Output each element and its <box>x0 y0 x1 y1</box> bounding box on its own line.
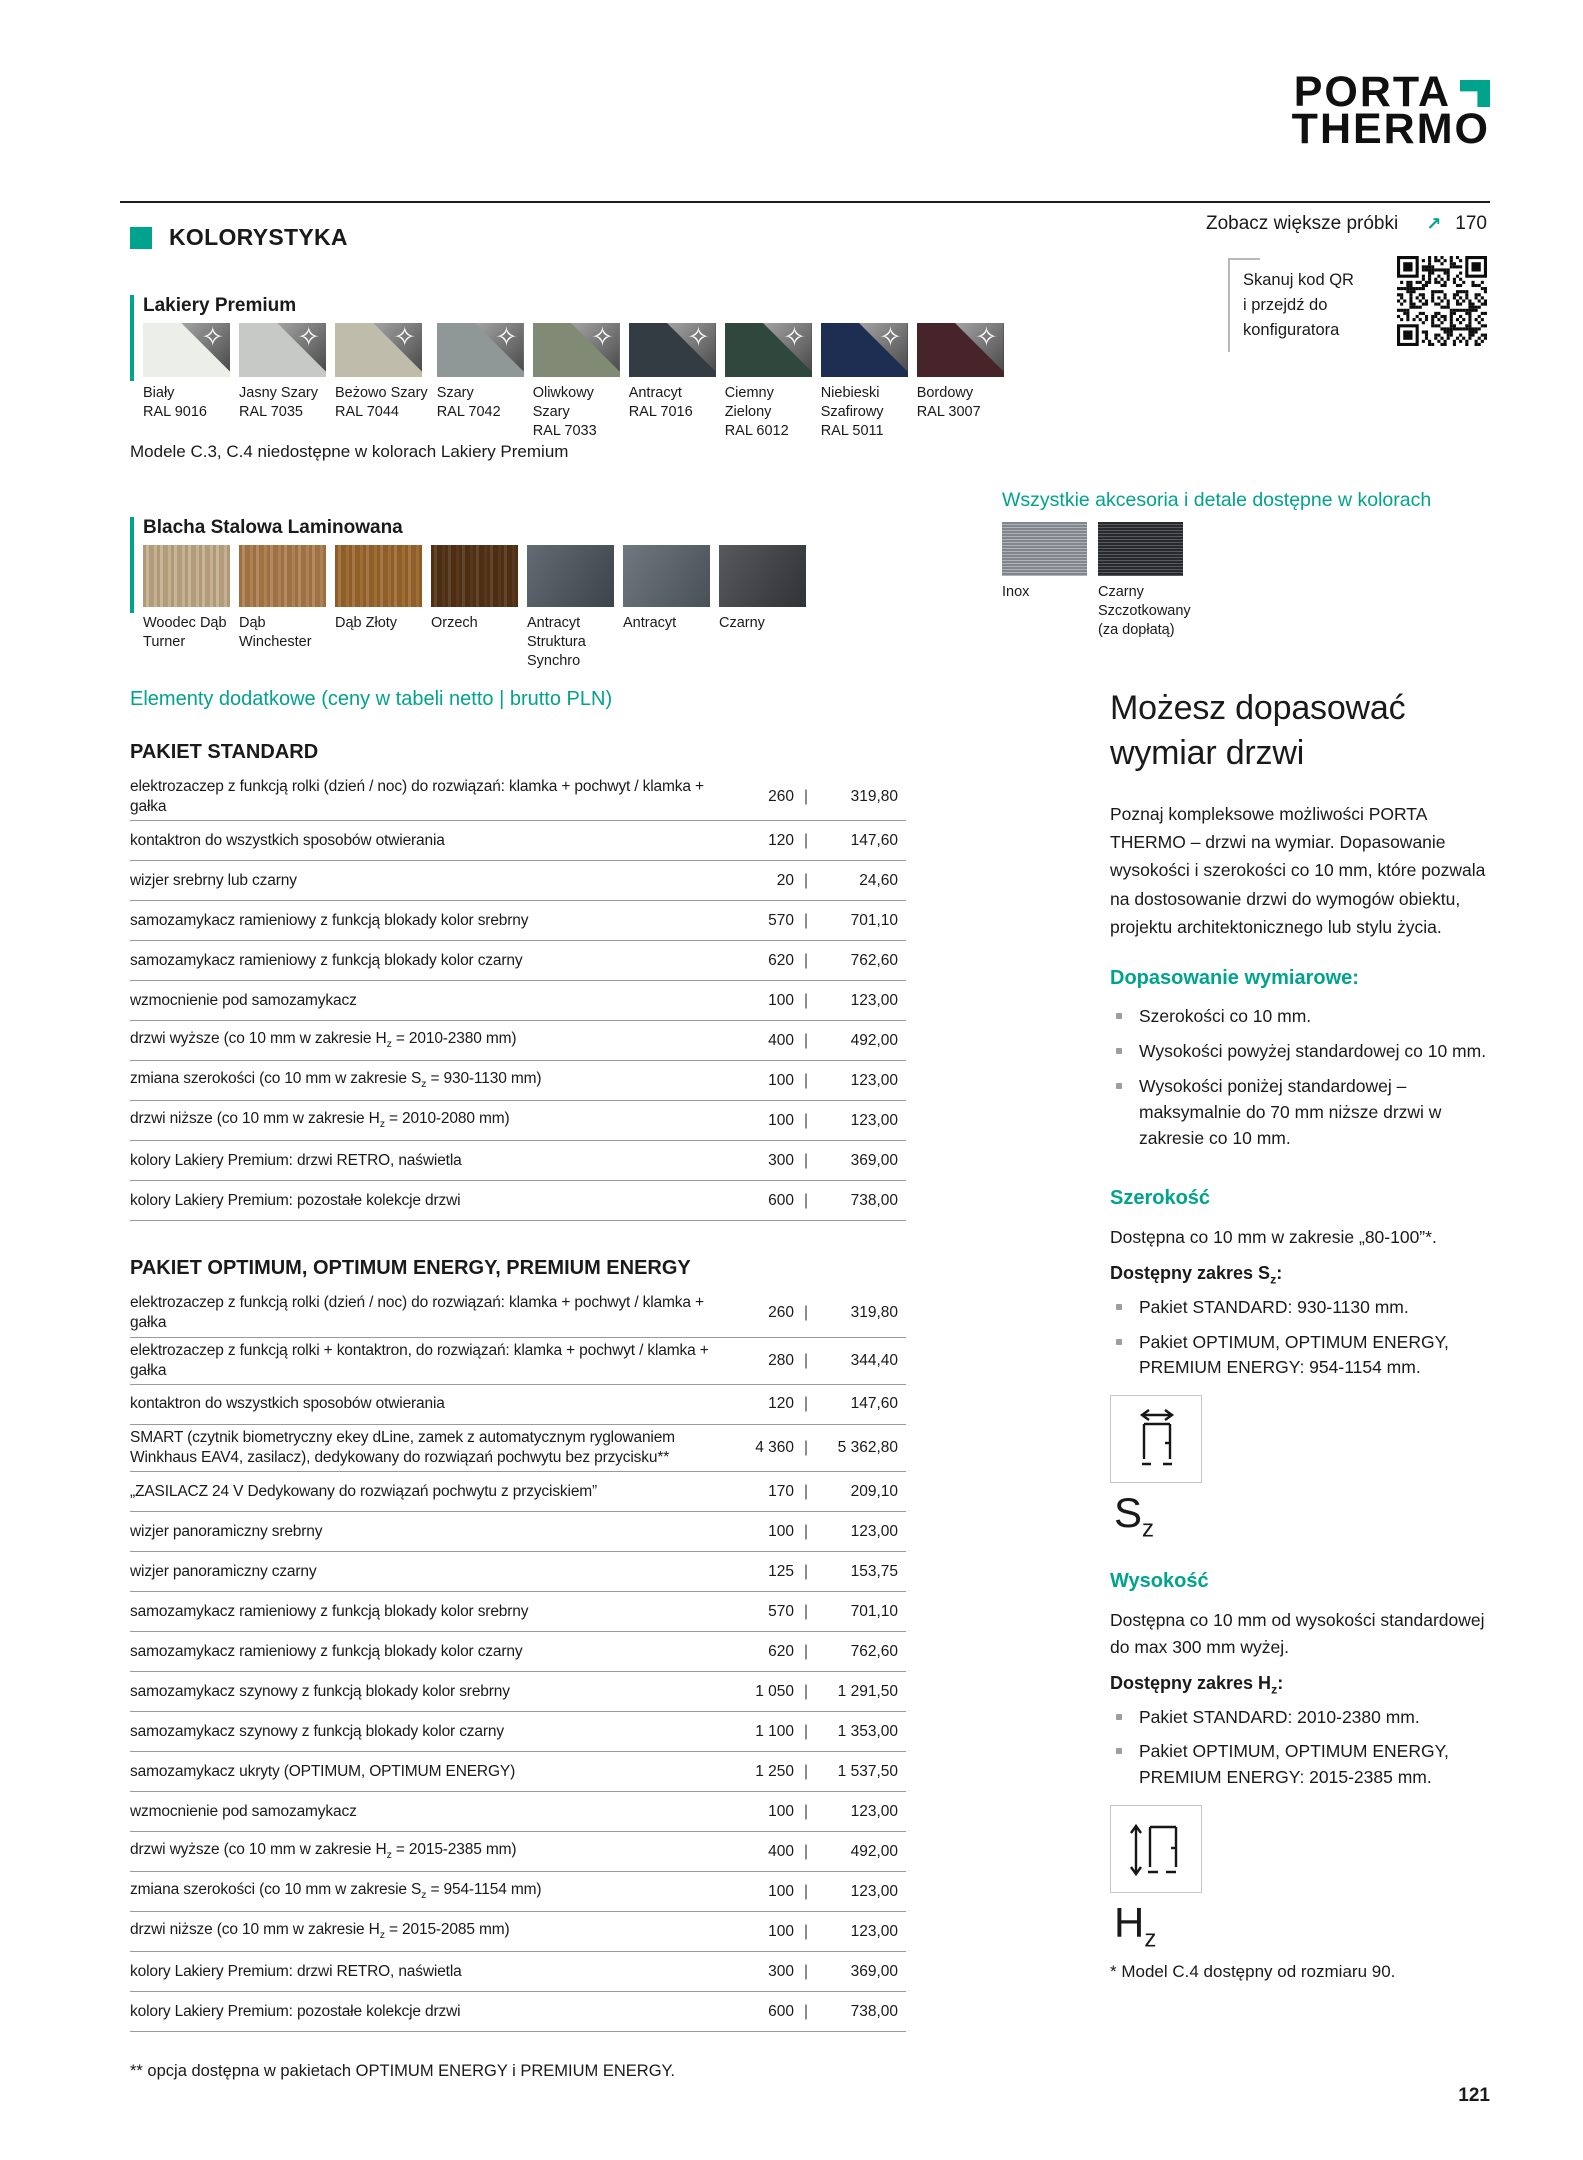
price-row <box>130 1712 906 1752</box>
price-desc: zmiana szerokości (co 10 mm w zakresie $S_z = 954-1154$ mm) <box>130 1881 542 1902</box>
price-desc: drzwi wyższe (co 10 mm w zakresie $H_z = 2010-2380$ mm) <box>130 1030 517 1051</box>
price-row <box>130 861 906 901</box>
color-swatch <box>143 323 230 377</box>
price-netto: 100 <box>768 1882 794 1900</box>
color-swatch <box>629 323 716 377</box>
swatch-item <box>335 323 428 422</box>
height-bullet-list <box>1110 1705 1492 1792</box>
price-row <box>130 1385 906 1425</box>
swatch-item <box>335 545 422 633</box>
price-psep: | <box>803 1762 809 1780</box>
price-brutto: 24,60 <box>859 871 898 889</box>
qr-instruction: Skanuj kod QR i przejdź do konfiguratora <box>1243 271 1354 339</box>
price-row <box>130 1872 906 1912</box>
price-desc: drzwi niższe (co 10 mm w zakresie $H_z = 2010-2080$ mm) <box>130 1110 510 1131</box>
price-row <box>130 981 906 1021</box>
brand-logo-line2: THERMO <box>1291 105 1490 153</box>
price-row <box>130 1832 906 1872</box>
price-desc: wizjer panoramiczny czarny <box>130 1562 317 1580</box>
price-brutto: 1 537,50 <box>837 1762 898 1780</box>
door-width-icon <box>1126 1407 1186 1471</box>
height-text: Dostępna co 10 mm od wysokości standardowej do max 300 mm wyżej. <box>1110 1609 1485 1657</box>
swatch-label: Dąb Złoty <box>335 615 398 631</box>
price-desc: samozamykacz ramieniowy z funkcją blokady kolor srebrny <box>130 911 529 929</box>
price-psep: | <box>803 1351 809 1369</box>
price-netto: 170 <box>768 1482 794 1500</box>
price-netto: 120 <box>768 831 794 849</box>
swatch-label: Antracyt RAL 7016 <box>628 385 693 420</box>
price-row <box>130 1021 906 1061</box>
price-row <box>130 1290 906 1337</box>
price-row <box>130 1512 906 1552</box>
bullet-text: Szerokości co 10 mm. <box>1139 1006 1312 1027</box>
fit-bullet-list <box>1110 1004 1492 1151</box>
price-psep: | <box>803 1191 809 1209</box>
color-swatch <box>527 545 614 607</box>
price-netto: 100 <box>768 1522 794 1540</box>
door-height-icon <box>1126 1817 1186 1881</box>
color-swatch <box>623 545 710 607</box>
swatch-item <box>143 323 230 422</box>
price-netto: 400 <box>768 1842 794 1860</box>
swatch-item <box>239 545 326 652</box>
price-netto: 20 <box>776 871 794 889</box>
price-brutto: 319,80 <box>850 1304 898 1322</box>
price-brutto: 762,60 <box>850 1642 898 1660</box>
width-heading: Szerokość <box>1110 1186 1211 1209</box>
price-desc: SMART (czytnik biometryczny ekey dLine, zamek z automatycznym ryglowaniem Winkhaus EAV4, zasilacz), dedykowany do rozwiązań pochwytu bez przycisku** <box>130 1428 675 1466</box>
price-netto: 100 <box>768 1071 794 1089</box>
price-psep: | <box>803 1562 809 1580</box>
price-netto: 600 <box>768 2002 794 2020</box>
color-swatch <box>239 545 326 607</box>
bullet-text: Pakiet OPTIMUM, OPTIMUM ENERGY, PREMIUM ENERGY: 954-1154 mm. <box>1139 1331 1449 1378</box>
price-psep: | <box>803 911 809 929</box>
swatch-item <box>917 323 1004 422</box>
swatch-item <box>1098 522 1191 640</box>
sparkle-icon: ✧ <box>975 323 998 352</box>
price-row <box>130 941 906 981</box>
color-swatch <box>431 545 518 607</box>
price-row <box>130 821 906 861</box>
price-brutto: 369,00 <box>850 1962 898 1980</box>
price-desc: zmiana szerokości (co 10 mm w zakresie $S_z = 930-1130$ mm) <box>130 1070 542 1091</box>
color-swatch <box>725 323 812 377</box>
price-netto: 600 <box>768 1191 794 1209</box>
bullet-text: Wysokości poniżej standardowej – maksymalnie do 70 mm niższe drzwi w zakresie co 10 mm. <box>1139 1076 1442 1149</box>
brand-logo <box>1291 68 1490 153</box>
swatch-item <box>719 545 806 633</box>
swatch-item <box>437 323 524 422</box>
price-brutto: 319,80 <box>850 788 898 806</box>
sparkle-icon: ✧ <box>495 323 518 352</box>
bullet-text: Wysokości powyżej standardowej co 10 mm. <box>1139 1041 1487 1062</box>
swatch-label: Dąb Winchester <box>239 615 312 650</box>
bullet-item <box>1110 1330 1492 1382</box>
accessories-title: Wszystkie akcesoria i detale dostępne w kolorach <box>1002 489 1432 511</box>
pricing-title: Elementy dodatkowe (ceny w tabeli netto | brutto PLN) <box>130 688 613 710</box>
price-psep: | <box>803 1031 809 1049</box>
price-row <box>130 1592 906 1632</box>
price-brutto: 701,10 <box>850 1602 898 1620</box>
pricing-footnote: ** opcja dostępna w pakietach OPTIMUM ENERGY i PREMIUM ENERGY. <box>130 2062 675 2081</box>
qr-code <box>1397 256 1487 346</box>
price-brutto: 738,00 <box>850 2002 898 2020</box>
color-swatch <box>719 545 806 607</box>
price-psep: | <box>803 1842 809 1860</box>
swatch-label: Antracyt <box>623 615 677 631</box>
laminate-colors-block <box>143 517 806 671</box>
see-samples-page-ref: 170 <box>1455 213 1487 234</box>
price-netto: 100 <box>768 991 794 1009</box>
price-brutto: 123,00 <box>850 1071 898 1089</box>
price-psep: | <box>803 1111 809 1129</box>
price-brutto: 123,00 <box>850 991 898 1009</box>
swatch-item <box>725 323 812 441</box>
price-desc: samozamykacz ramieniowy z funkcją blokady kolor czarny <box>130 951 523 969</box>
bullet-marker-icon <box>1116 1748 1122 1754</box>
price-psep: | <box>803 871 809 889</box>
price-netto: 400 <box>768 1031 794 1049</box>
swatch-item <box>239 323 326 422</box>
bullet-marker-icon <box>1116 1304 1122 1310</box>
swatch-label: Orzech <box>431 615 478 631</box>
price-desc: kolory Lakiery Premium: pozostałe kolekcje drzwi <box>130 1191 461 1209</box>
width-symbol: $S_z$ <box>1114 1489 1155 1543</box>
swatch-item <box>623 545 710 633</box>
accent-bar <box>130 517 134 613</box>
height-diagram <box>1110 1805 1202 1893</box>
price-netto: 125 <box>768 1562 794 1580</box>
pricing-column <box>130 688 906 2098</box>
swatch-label: Czarny Szczotkowany (za dopłatą) <box>1098 584 1191 638</box>
price-psep: | <box>803 1802 809 1820</box>
color-swatch <box>821 323 908 377</box>
swatch-item <box>1002 522 1087 602</box>
bullet-marker-icon <box>1116 1013 1122 1019</box>
price-desc: wzmocnienie pod samozamykacz <box>130 1802 357 1820</box>
price-brutto: 344,40 <box>850 1351 898 1369</box>
price-row <box>130 774 906 821</box>
price-psep: | <box>803 1071 809 1089</box>
price-brutto: 123,00 <box>850 1522 898 1540</box>
price-desc: elektrozaczep z funkcją rolki + kontaktron, do rozwiązań: klamka + pochwyt / klamka + gałka <box>130 1341 709 1379</box>
price-row <box>130 1472 906 1512</box>
arrow-up-right-icon: ↗ <box>1426 213 1442 234</box>
price-brutto: 5 362,80 <box>837 1438 898 1456</box>
swatch-item <box>629 323 716 422</box>
price-psep: | <box>803 1962 809 1980</box>
swatch-label: Ciemny Zielony RAL 6012 <box>724 385 789 439</box>
price-row <box>130 1992 906 2032</box>
price-desc: wzmocnienie pod samozamykacz <box>130 991 357 1009</box>
swatch-label: Bordowy RAL 3007 <box>916 385 981 420</box>
swatch-item <box>431 545 518 633</box>
sparkle-icon: ✧ <box>879 323 902 352</box>
pricing-table-standard <box>130 774 906 1221</box>
color-swatch <box>1002 522 1087 576</box>
premium-availability-note: Modele C.3, C.4 niedostępne w kolorach Lakiery Premium <box>130 442 569 461</box>
price-netto: 100 <box>768 1111 794 1129</box>
bullet-item <box>1110 1039 1492 1065</box>
price-netto: 570 <box>768 1602 794 1620</box>
color-swatch <box>335 323 422 377</box>
width-diagram <box>1110 1395 1202 1483</box>
swatch-label: Oliwkowy Szary RAL 7033 <box>532 385 597 439</box>
price-brutto: 701,10 <box>850 911 898 929</box>
price-brutto: 1 353,00 <box>837 1722 898 1740</box>
price-psep: | <box>803 1395 809 1413</box>
price-netto: 260 <box>768 1304 794 1322</box>
price-row <box>130 1141 906 1181</box>
price-netto: 100 <box>768 1922 794 1940</box>
swatch-label: Czarny <box>719 615 765 631</box>
price-netto: 100 <box>768 1802 794 1820</box>
bullet-item <box>1110 1004 1492 1030</box>
price-psep: | <box>803 2002 809 2020</box>
swatch-label: Beżowo Szary RAL 7044 <box>335 385 428 420</box>
price-desc: samozamykacz ukryty (OPTIMUM, OPTIMUM ENERGY) <box>130 1762 516 1780</box>
swatch-item <box>821 323 908 441</box>
price-row <box>130 1061 906 1101</box>
section-title: KOLORYSTYKA <box>169 224 348 250</box>
price-desc: kolory Lakiery Premium: drzwi RETRO, naświetla <box>130 1962 462 1980</box>
color-swatch <box>437 323 524 377</box>
bullet-item <box>1110 1739 1492 1791</box>
sparkle-icon: ✧ <box>591 323 614 352</box>
price-psep: | <box>803 788 809 806</box>
qr-frame-line <box>1228 258 1230 352</box>
price-psep: | <box>803 1682 809 1700</box>
accent-bar <box>130 295 134 381</box>
see-samples-link[interactable] <box>1206 213 1487 235</box>
price-brutto: 209,10 <box>850 1482 898 1500</box>
price-row <box>130 1752 906 1792</box>
price-psep: | <box>803 951 809 969</box>
price-desc: elektrozaczep z funkcją rolki (dzień / noc) do rozwiązań: klamka + pochwyt / klamka + gałka <box>130 778 704 816</box>
sparkle-icon: ✧ <box>393 323 416 352</box>
logo-corner-icon <box>1460 80 1490 107</box>
price-desc: drzwi wyższe (co 10 mm w zakresie $H_z = 2015-2385$ mm) <box>130 1841 517 1862</box>
price-brutto: 123,00 <box>850 1802 898 1820</box>
price-row <box>130 1425 906 1472</box>
qr-frame-line <box>1228 258 1260 260</box>
qr-block <box>1228 256 1490 354</box>
price-row <box>130 1952 906 1992</box>
price-psep: | <box>803 1482 809 1500</box>
price-row <box>130 1792 906 1832</box>
laminate-title: Blacha Stalowa Laminowana <box>143 517 403 538</box>
premium-title: Lakiery Premium <box>143 295 297 316</box>
color-swatch <box>917 323 1004 377</box>
price-brutto: 123,00 <box>850 1882 898 1900</box>
price-psep: | <box>803 1438 809 1456</box>
price-row <box>130 1552 906 1592</box>
price-row <box>130 1672 906 1712</box>
price-psep: | <box>803 991 809 1009</box>
bullet-text: Pakiet STANDARD: 930-1130 mm. <box>1139 1296 1409 1317</box>
sparkle-icon: ✧ <box>687 323 710 352</box>
bullet-marker-icon <box>1116 1048 1122 1054</box>
price-desc: drzwi niższe (co 10 mm w zakresie $H_z = 2015-2085$ mm) <box>130 1921 510 1942</box>
price-row <box>130 1912 906 1952</box>
price-row <box>130 1338 906 1385</box>
dimensions-column <box>1110 686 1492 1954</box>
table-heading-standard: PAKIET STANDARD <box>130 741 319 763</box>
model-c4-footnote: * Model C.4 dostępny od rozmiaru 90. <box>1110 1962 1396 1981</box>
height-heading: Wysokość <box>1110 1569 1209 1592</box>
price-desc: kontaktron do wszystkich sposobów otwierania <box>130 1395 445 1413</box>
price-psep: | <box>803 831 809 849</box>
price-psep: | <box>803 1304 809 1322</box>
price-row <box>130 1181 906 1221</box>
swatch-label: Jasny Szary RAL 7035 <box>239 385 318 420</box>
swatch-label: Szary RAL 7042 <box>436 385 501 420</box>
see-samples-label: Zobacz większe próbki <box>1206 213 1399 234</box>
price-netto: 620 <box>768 951 794 969</box>
swatch-label: Niebieski Szafirowy RAL 5011 <box>820 385 884 439</box>
pricing-table-optimum <box>130 1290 906 2032</box>
price-brutto: 123,00 <box>850 1922 898 1940</box>
price-netto: 280 <box>768 1351 794 1369</box>
swatch-label: Biały RAL 9016 <box>143 385 207 420</box>
color-swatch <box>239 323 326 377</box>
price-netto: 570 <box>768 911 794 929</box>
price-brutto: 147,60 <box>850 831 898 849</box>
premium-colors-block <box>143 295 1004 441</box>
price-desc: kontaktron do wszystkich sposobów otwierania <box>130 831 445 849</box>
accessories-swatch-row <box>1002 522 1492 640</box>
sparkle-icon: ✧ <box>783 323 806 352</box>
price-brutto: 369,00 <box>850 1151 898 1169</box>
price-netto: 120 <box>768 1395 794 1413</box>
price-desc: samozamykacz szynowy z funkcją blokady kolor czarny <box>130 1722 504 1740</box>
height-range-label: Dostępny zakres $H_z$: <box>1110 1672 1284 1697</box>
price-netto: 260 <box>768 788 794 806</box>
bullet-text: Pakiet OPTIMUM, OPTIMUM ENERGY, PREMIUM ENERGY: 2015-2385 mm. <box>1139 1741 1449 1788</box>
width-bullet-list <box>1110 1295 1492 1382</box>
color-swatch <box>533 323 620 377</box>
price-row <box>130 1101 906 1141</box>
price-brutto: 123,00 <box>850 1111 898 1129</box>
color-swatch <box>335 545 422 607</box>
height-symbol: $H_z$ <box>1114 1899 1157 1953</box>
price-netto: 4 360 <box>755 1438 794 1456</box>
price-brutto: 147,60 <box>850 1395 898 1413</box>
price-netto: 620 <box>768 1642 794 1660</box>
price-netto: 1 050 <box>755 1682 794 1700</box>
bullet-marker-icon <box>1116 1714 1122 1720</box>
price-brutto: 738,00 <box>850 1191 898 1209</box>
color-swatch <box>1098 522 1183 576</box>
top-divider <box>120 201 1490 203</box>
sparkle-icon: ✧ <box>201 323 224 352</box>
bullet-marker-icon <box>1116 1339 1122 1345</box>
price-psep: | <box>803 1642 809 1660</box>
price-brutto: 492,00 <box>850 1842 898 1860</box>
price-row <box>130 1632 906 1672</box>
price-brutto: 762,60 <box>850 951 898 969</box>
price-brutto: 1 291,50 <box>837 1682 898 1700</box>
price-desc: elektrozaczep z funkcją rolki (dzień / noc) do rozwiązań: klamka + pochwyt / klamka + gałka <box>130 1294 704 1332</box>
price-desc: samozamykacz ramieniowy z funkcją blokady kolor srebrny <box>130 1602 529 1620</box>
price-psep: | <box>803 1722 809 1740</box>
swatch-label: Inox <box>1002 584 1030 600</box>
price-psep: | <box>803 1522 809 1540</box>
bullet-item <box>1110 1705 1492 1731</box>
sidebar-intro: Poznaj kompleksowe możliwości PORTA THERMO – drzwi na wymiar. Dopasowanie wysokości i szerokości co 10 mm, które pozwala na dostosowanie drzwi do wymogów obiektu, projektu architektonicznego lub stylu życia. <box>1110 803 1486 938</box>
width-range-label: Dostępny zakres $S_z$: <box>1110 1263 1283 1287</box>
premium-swatch-row <box>143 323 1004 441</box>
table-heading-optimum: PAKIET OPTIMUM, OPTIMUM ENERGY, PREMIUM ENERGY <box>130 1257 691 1280</box>
section-marker-icon <box>130 227 152 249</box>
price-desc: samozamykacz szynowy z funkcją blokady kolor srebrny <box>130 1682 510 1700</box>
laminate-swatch-row <box>143 545 806 671</box>
price-netto: 1 250 <box>755 1762 794 1780</box>
price-desc: wizjer srebrny lub czarny <box>130 871 297 889</box>
swatch-item <box>533 323 620 441</box>
swatch-item <box>143 545 230 652</box>
color-swatch <box>143 545 230 607</box>
sparkle-icon: ✧ <box>297 323 320 352</box>
bullet-text: Pakiet STANDARD: 2010-2380 mm. <box>1139 1706 1420 1727</box>
page-number: 121 <box>1458 2085 1490 2106</box>
price-netto: 300 <box>768 1151 794 1169</box>
bullet-marker-icon <box>1116 1083 1122 1089</box>
swatch-item <box>527 545 614 671</box>
price-row <box>130 901 906 941</box>
bullet-item <box>1110 1074 1492 1152</box>
price-brutto: 153,75 <box>850 1562 898 1580</box>
price-psep: | <box>803 1602 809 1620</box>
fit-heading: Dopasowanie wymiarowe: <box>1110 967 1359 990</box>
price-psep: | <box>803 1151 809 1169</box>
accessories-colors-block <box>1002 489 1492 640</box>
section-header <box>130 224 348 251</box>
bullet-item <box>1110 1295 1492 1321</box>
price-brutto: 492,00 <box>850 1031 898 1049</box>
swatch-label: Antracyt Struktura Synchro <box>527 615 586 669</box>
price-netto: 1 100 <box>755 1722 794 1740</box>
price-desc: kolory Lakiery Premium: drzwi RETRO, naświetla <box>130 1151 462 1169</box>
price-desc: samozamykacz ramieniowy z funkcją blokady kolor czarny <box>130 1642 523 1660</box>
price-psep: | <box>803 1882 809 1900</box>
price-desc: „ZASILACZ 24 V Dedykowany do rozwiązań pochwytu z przyciskiem” <box>130 1482 598 1500</box>
price-desc: wizjer panoramiczny srebrny <box>130 1522 323 1540</box>
price-desc: kolory Lakiery Premium: pozostałe kolekcje drzwi <box>130 2002 461 2020</box>
brand-logo-line1: PORTA <box>1292 74 1490 111</box>
sidebar-title: Możesz dopasować wymiar drzwi <box>1110 689 1406 772</box>
price-netto: 300 <box>768 1962 794 1980</box>
price-psep: | <box>803 1922 809 1940</box>
swatch-label: Woodec Dąb Turner <box>143 615 227 650</box>
width-text: Dostępna co 10 mm w zakresie „80-100”*. <box>1110 1226 1437 1247</box>
